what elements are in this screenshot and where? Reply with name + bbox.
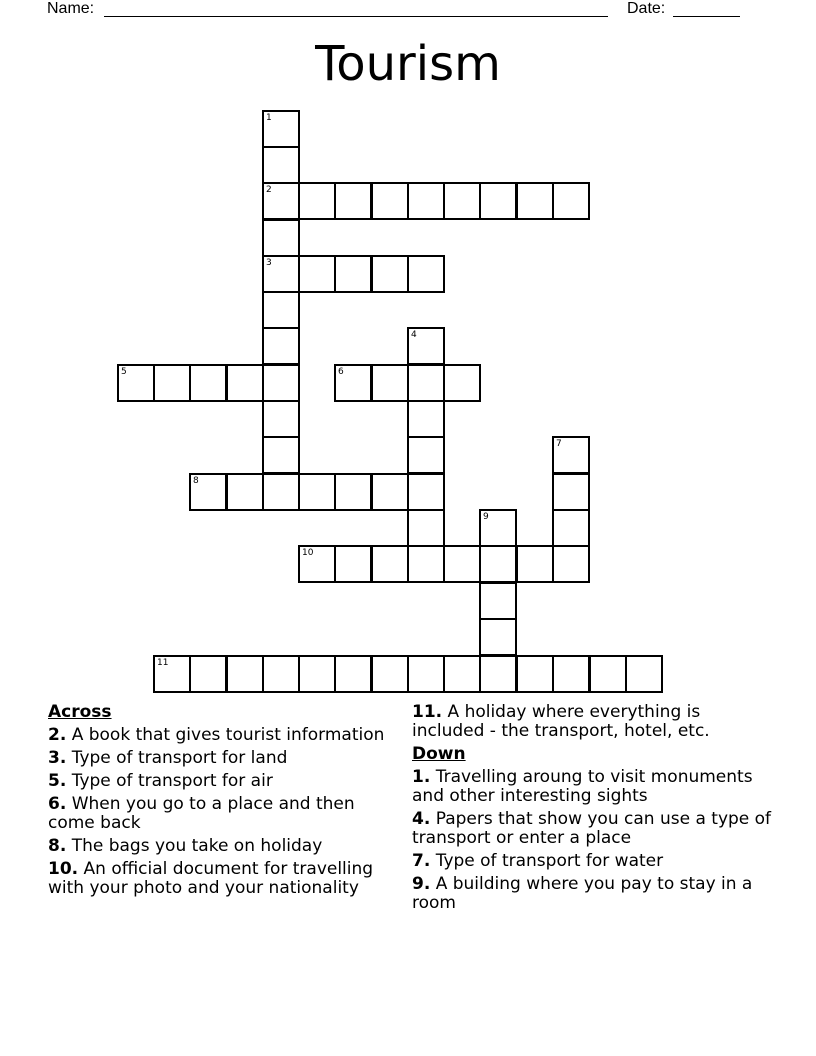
clue-number: 9 — [483, 512, 489, 522]
clue-item — [412, 810, 772, 848]
clues-column-right — [412, 703, 772, 917]
clue-num: 3. — [48, 748, 67, 768]
crossword-cell[interactable] — [262, 255, 300, 293]
clue-number: 11 — [157, 658, 169, 668]
clue-number: 2 — [266, 185, 272, 195]
down-heading: Down — [412, 744, 466, 764]
crossword-cell[interactable] — [516, 182, 554, 220]
crossword-cell[interactable] — [479, 509, 517, 547]
crossword-cell[interactable] — [479, 182, 517, 220]
crossword-cell[interactable] — [334, 182, 372, 220]
crossword-cell[interactable] — [262, 473, 300, 511]
crossword-cell[interactable] — [479, 618, 517, 656]
clue-number: 6 — [338, 367, 344, 377]
across-heading: Across — [48, 702, 112, 722]
crossword-cell[interactable] — [371, 655, 409, 693]
clue-item — [412, 875, 772, 913]
crossword-cell[interactable] — [189, 655, 227, 693]
clue-text: When you go to a place and then come back — [48, 794, 355, 833]
clue-text: An official document for travelling with your photo and your nationality — [48, 859, 374, 898]
clue-number: 3 — [266, 258, 272, 268]
crossword-cell[interactable] — [407, 400, 445, 438]
crossword-cell[interactable] — [407, 182, 445, 220]
crossword-cell[interactable] — [334, 364, 372, 402]
crossword-cell[interactable] — [407, 364, 445, 402]
crossword-cell[interactable] — [407, 255, 445, 293]
clue-num: 2. — [48, 725, 67, 745]
crossword-cell[interactable] — [443, 545, 481, 583]
crossword-cell[interactable] — [443, 655, 481, 693]
crossword-cell[interactable] — [407, 327, 445, 365]
crossword-cell[interactable] — [371, 364, 409, 402]
crossword-cell[interactable] — [298, 655, 336, 693]
clue-item — [412, 768, 772, 806]
crossword-cell[interactable] — [262, 146, 300, 184]
crossword-cell[interactable] — [334, 255, 372, 293]
clue-number: 1 — [266, 113, 272, 123]
crossword-cell[interactable] — [334, 655, 372, 693]
crossword-cell[interactable] — [153, 655, 191, 693]
clue-number: 10 — [302, 548, 314, 558]
clue-num: 9. — [412, 874, 431, 894]
clue-text: Travelling aroung to visit monuments and other interesting sights — [412, 767, 753, 806]
crossword-cell[interactable] — [552, 655, 590, 693]
crossword-cell[interactable] — [298, 255, 336, 293]
clue-item — [48, 795, 400, 833]
crossword-cell[interactable] — [298, 473, 336, 511]
crossword-cell[interactable] — [262, 110, 300, 148]
crossword-cell[interactable] — [552, 545, 590, 583]
clue-text: A holiday where everything is included - the transport, hotel, etc. — [412, 702, 710, 741]
clues-column-left — [48, 703, 400, 902]
crossword-cell[interactable] — [189, 364, 227, 402]
crossword-cell[interactable] — [443, 364, 481, 402]
crossword-cell[interactable] — [371, 473, 409, 511]
clue-item — [48, 837, 400, 856]
clue-item — [48, 860, 400, 898]
clue-num: 1. — [412, 767, 431, 787]
crossword-cell[interactable] — [516, 545, 554, 583]
crossword-cell[interactable] — [479, 545, 517, 583]
clue-num: 8. — [48, 836, 67, 856]
crossword-cell[interactable] — [226, 473, 264, 511]
clue-number: 8 — [193, 476, 199, 486]
crossword-cell[interactable] — [298, 182, 336, 220]
crossword-cell[interactable] — [552, 436, 590, 474]
name-label: Name: — [47, 0, 95, 17]
crossword-cell[interactable] — [226, 655, 264, 693]
clue-text: Type of transport for air — [71, 771, 273, 791]
crossword-cell[interactable] — [262, 219, 300, 257]
crossword-cell[interactable] — [407, 545, 445, 583]
clue-number: 7 — [556, 439, 562, 449]
crossword-cell[interactable] — [153, 364, 191, 402]
clue-num: 4. — [412, 809, 431, 829]
crossword-cell[interactable] — [226, 364, 264, 402]
clue-item — [412, 703, 772, 741]
clue-item — [48, 772, 400, 791]
clue-item — [48, 726, 400, 745]
crossword-cell[interactable] — [625, 655, 663, 693]
clue-text: Type of transport for land — [71, 748, 288, 768]
crossword-cell[interactable] — [371, 545, 409, 583]
crossword-cell[interactable] — [189, 473, 227, 511]
crossword-cell[interactable] — [262, 655, 300, 693]
crossword-cell[interactable] — [479, 655, 517, 693]
clue-num: 10. — [48, 859, 79, 879]
clue-num: 6. — [48, 794, 67, 814]
crossword-cell[interactable] — [334, 545, 372, 583]
date-label: Date: — [627, 0, 666, 17]
crossword-cell[interactable] — [371, 182, 409, 220]
clue-text: A book that gives tourist information — [71, 725, 385, 745]
crossword-cell[interactable] — [117, 364, 155, 402]
clue-num: 7. — [412, 851, 431, 871]
clue-number: 5 — [121, 367, 127, 377]
crossword-cell[interactable] — [334, 473, 372, 511]
clue-text: A building where you pay to stay in a room — [412, 874, 753, 913]
crossword-cell[interactable] — [298, 545, 336, 583]
clue-text: Papers that show you can use a type of transport or enter a place — [412, 809, 772, 848]
clue-text: Type of transport for water — [435, 851, 664, 871]
crossword-cell[interactable] — [479, 582, 517, 620]
crossword-cell[interactable] — [262, 291, 300, 329]
crossword-cell[interactable] — [407, 509, 445, 547]
crossword-cell[interactable] — [262, 327, 300, 365]
clue-number: 4 — [411, 330, 417, 340]
crossword-cell[interactable] — [516, 655, 554, 693]
clue-text: The bags you take on holiday — [71, 836, 323, 856]
crossword-cell[interactable] — [262, 400, 300, 438]
clue-item — [48, 749, 400, 768]
crossword-cell[interactable] — [262, 182, 300, 220]
crossword-cell[interactable] — [589, 655, 627, 693]
crossword-cell[interactable] — [443, 182, 481, 220]
page-title: Tourism — [315, 36, 501, 92]
crossword-cell[interactable] — [407, 473, 445, 511]
crossword-cell[interactable] — [552, 473, 590, 511]
crossword-cell[interactable] — [552, 182, 590, 220]
crossword-cell[interactable] — [407, 655, 445, 693]
clue-num: 5. — [48, 771, 67, 791]
crossword-cell[interactable] — [552, 509, 590, 547]
crossword-cell[interactable] — [407, 436, 445, 474]
clue-item — [412, 852, 772, 871]
crossword-cell[interactable] — [262, 436, 300, 474]
crossword-cell[interactable] — [371, 255, 409, 293]
crossword-cell[interactable] — [262, 364, 300, 402]
clue-num: 11. — [412, 702, 443, 722]
